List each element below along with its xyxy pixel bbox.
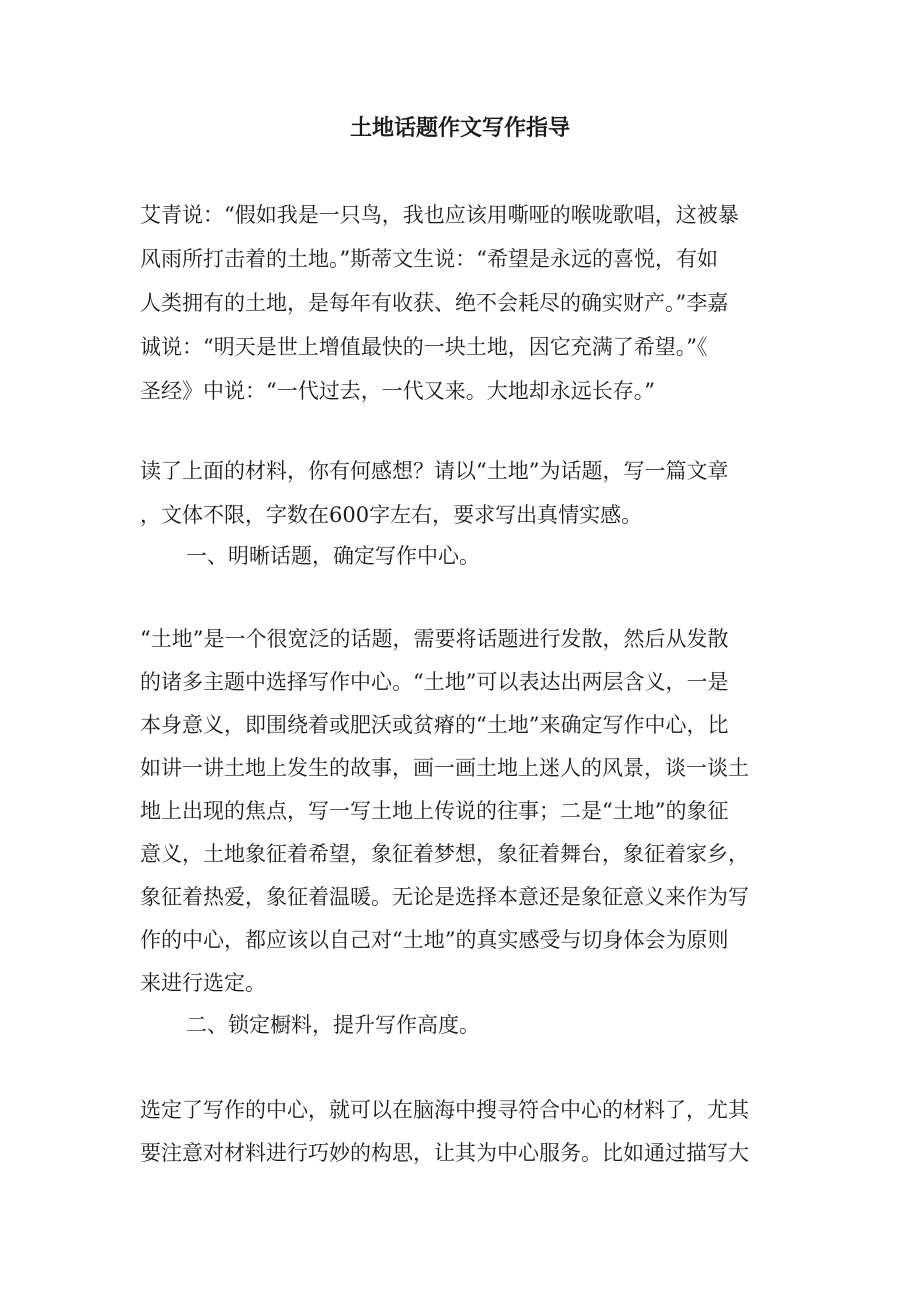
paragraph-3-line-9: 来进行选定。: [140, 971, 266, 995]
section-heading-1: 一、明晰话题，确定写作中心。: [186, 544, 480, 568]
paragraph-2-line-1: 读了上面的材料，你有何感想？请以“土地”为话题，写一篇文章: [140, 459, 729, 483]
paragraph-1-line-3: 人类拥有的土地，是每年有收获、绝不会耗尽的确实财产。”李嘉: [140, 291, 729, 315]
paragraph-1-line-2: 风雨所打击着的土地。”斯蒂文生说：“希望是永远的喜悦，有如: [140, 247, 718, 271]
paragraph-1-line-1: 艾青说：“假如我是一只鸟，我也应该用嘶哑的喉咙歌唱，这被暴: [140, 203, 739, 227]
paragraph-4-line-2: 要注意对材料进行巧妙的构思，让其为中心服务。比如通过描写大: [140, 1141, 749, 1165]
paragraph-4-line-1: 选定了写作的中心，就可以在脑海中搜寻符合中心的材料了，尤其: [140, 1098, 749, 1122]
paragraph-1-line-5: 圣经》中说：“一代过去，一代又来。大地却永远长存。”: [140, 379, 655, 403]
paragraph-3-line-8: 作的中心，都应该以自己对“土地”的真实感受与切身体会为原则: [140, 928, 729, 952]
paragraph-3-line-6: 意义，土地象征着希望，象征着梦想，象征着舞台，象征着家乡，: [140, 842, 749, 866]
paragraph-3-line-3: 本身意义，即围绕着或肥沃或贫瘠的“土地”来确定写作中心，比: [140, 713, 729, 737]
paragraph-3-line-2: 的诸多主题中选择写作中心。“土地”可以表达出两层含义，一是: [140, 670, 729, 694]
paragraph-3-line-5: 地上出现的焦点，写一写土地上传说的往事；二是“土地”的象征: [140, 799, 729, 823]
paragraph-3-line-1: “土地”是一个很宽泛的话题，需要将话题进行发散，然后从发散: [140, 627, 729, 651]
paragraph-1-line-4: 诚说：“明天是世上增值最快的一块土地，因它充满了希望。”《: [140, 335, 708, 359]
section-heading-2: 二、锁定橱料，提升写作高度。: [186, 1013, 480, 1037]
document-title: 土地话题作文写作指导: [349, 115, 570, 141]
paragraph-3-line-4: 如讲一讲土地上发生的故事，画一画土地上迷人的风景，谈一谈土: [140, 756, 749, 780]
paragraph-2-line-2: ，文体不限，字数在600字左右，要求写出真情实感。: [140, 503, 643, 527]
paragraph-3-line-7: 象征着热爱，象征着温暖。无论是选择本意还是象征意义来作为写: [140, 885, 749, 909]
